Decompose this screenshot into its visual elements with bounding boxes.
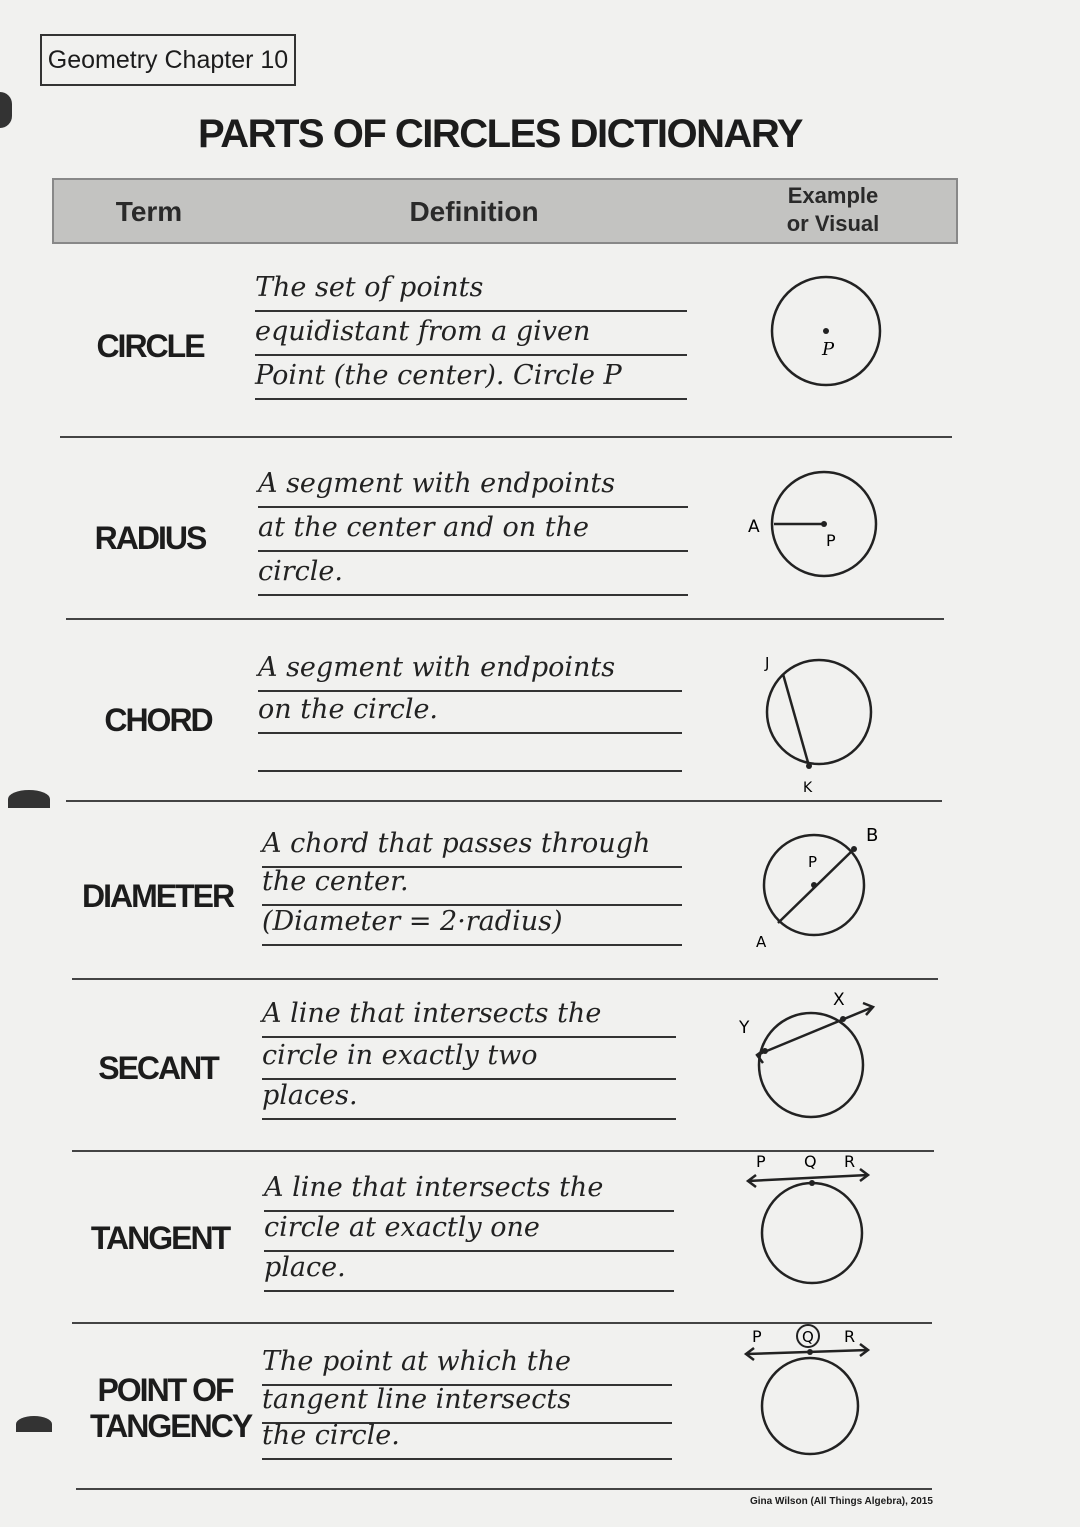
definition-line: A segment with endpoints xyxy=(258,650,682,692)
definition-line: Point (the center). Circle P xyxy=(255,358,687,400)
definition-line: on the circle. xyxy=(258,692,682,734)
label-point: P xyxy=(822,339,835,360)
credit-line: Gina Wilson (All Things Algebra), 2015 xyxy=(750,1496,933,1507)
definition-line: A chord that passes through xyxy=(262,826,682,868)
label-r: R xyxy=(844,1152,856,1171)
chapter-label: Geometry Chapter 10 xyxy=(40,34,296,86)
term-radius: RADIUS xyxy=(94,520,206,556)
binder-hole-mark xyxy=(16,1416,52,1432)
term-circle: CIRCLE xyxy=(96,328,204,364)
definition-line: circle in exactly two xyxy=(262,1038,676,1080)
header-definition: Definition xyxy=(409,196,539,227)
definition-line: at the center and on the xyxy=(258,510,688,552)
label-x: X xyxy=(833,990,845,1010)
circle-visual xyxy=(760,265,900,405)
label-p: P xyxy=(756,1152,766,1171)
row-divider xyxy=(66,618,944,620)
secant-visual xyxy=(735,985,895,1135)
row-divider xyxy=(72,978,938,980)
term-chord: CHORD xyxy=(104,702,212,738)
definition-line: place. xyxy=(264,1250,674,1292)
definition-line: the circle. xyxy=(262,1418,672,1460)
page-title: PARTS OF CIRCLES DICTIONARY xyxy=(198,112,802,156)
definition-line: (Diameter = 2·radius) xyxy=(262,904,682,946)
definition-line: A segment with endpoints xyxy=(258,466,688,508)
tangent-visual xyxy=(740,1145,890,1295)
definition-line: circle at exactly one xyxy=(264,1210,674,1252)
row-divider xyxy=(66,800,942,802)
chord-visual xyxy=(755,650,895,800)
label-k: K xyxy=(803,780,813,796)
label-endpoint: A xyxy=(748,517,760,537)
label-r: R xyxy=(844,1327,856,1346)
row-divider xyxy=(60,436,952,438)
label-y: Y xyxy=(739,1018,750,1038)
term-tangent: TANGENT xyxy=(90,1220,230,1256)
definition-line: equidistant from a given xyxy=(255,314,687,356)
header-example: Example or Visual xyxy=(786,183,880,236)
definition-line: tangent line intersects xyxy=(262,1382,672,1424)
definition-line: places. xyxy=(262,1078,676,1120)
label-p: P xyxy=(808,853,818,871)
row-divider xyxy=(76,1488,932,1490)
radius-visual xyxy=(740,460,900,600)
definition-line: A line that intersects the xyxy=(264,1170,674,1212)
label-center: P xyxy=(826,531,836,550)
definition-line: The set of points xyxy=(255,270,687,312)
label-p: P xyxy=(752,1327,762,1346)
label-q: Q xyxy=(802,1328,814,1346)
term-point-of-tangency: POINT OF TANGENCY xyxy=(90,1372,252,1444)
definition-line: The point at which the xyxy=(262,1344,672,1386)
label-q: Q xyxy=(804,1152,817,1171)
diameter-visual xyxy=(750,815,900,955)
label-b: B xyxy=(866,825,879,846)
binder-hole-mark xyxy=(8,790,50,808)
point-of-tangency-visual xyxy=(740,1318,890,1468)
term-diameter: DIAMETER xyxy=(82,878,234,914)
definition-line: A line that intersects the xyxy=(262,996,676,1038)
definition-line: circle. xyxy=(258,554,688,596)
definition-line: the center. xyxy=(262,864,682,906)
term-secant: SECANT xyxy=(98,1050,218,1086)
label-j: J xyxy=(765,654,770,672)
definition-line xyxy=(258,730,682,772)
label-a: A xyxy=(756,933,767,951)
header-term: Term xyxy=(115,196,183,227)
table-header xyxy=(52,178,958,244)
